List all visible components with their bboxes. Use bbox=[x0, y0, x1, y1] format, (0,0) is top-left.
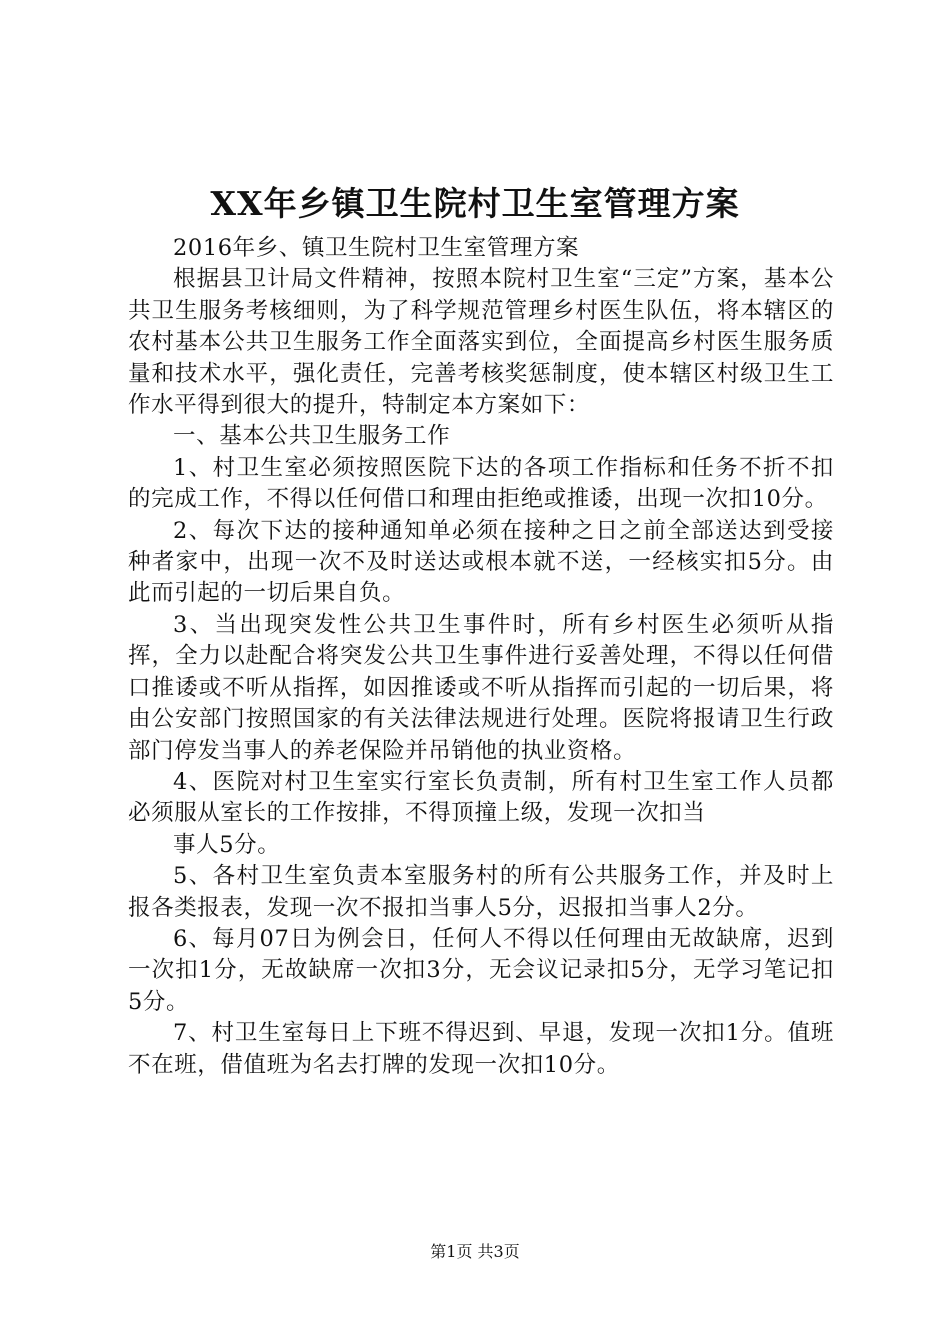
document-body bbox=[128, 233, 834, 1081]
section-heading: 一、基本公共卫生服务工作 bbox=[173, 423, 451, 450]
intro-paragraph: 根据县卫计局文件精神，按照本院村卫生室“三定”方案，基本公共卫生服务考核细则，为了科学规范管理乡村医生队伍，将本辖区的农村基本公共卫生服务工作全面落实到位，全面提高乡村医生服务质量和技术水平，强化责任，完善考核奖惩制度，使本辖区村级卫生工作水平得到很大的提升，特制定本方案如下： bbox=[128, 266, 834, 419]
subtitle-paragraph: 2016年乡、镇卫生院村卫生室管理方案 bbox=[173, 235, 580, 261]
rule-paragraph-6: 6、每月07日为例会日，任何人不得以任何理由无故缺席，迟到一次扣1分，无故缺席一次扣3分，无会议记录扣5分，无学习笔记扣5分。 bbox=[128, 925, 834, 1015]
document-title: XX年乡镇卫生院村卫生室管理方案 bbox=[210, 184, 740, 223]
rule-paragraph-1: 1、村卫生室必须按照医院下达的各项工作指标和任务不折不扣的完成工作，不得以任何借口和理由拒绝或推诿，出现一次扣10分。 bbox=[128, 454, 834, 513]
rule-paragraph-7: 7、村卫生室每日上下班不得迟到、早退，发现一次扣1分。值班不在班，借值班为名去打牌的发现一次扣10分。 bbox=[128, 1020, 834, 1078]
page-footer: 第1页 共3页 bbox=[430, 1242, 520, 1261]
rule-paragraph-2: 2、每次下达的接种通知单必须在接种之日之前全部送达到受接种者家中，出现一次不及时送达或根本就不送，一经核实扣5分。由此而引起的一切后果自负。 bbox=[128, 517, 834, 607]
rule-paragraph-4: 4、医院对村卫生室实行室长负责制，所有村卫生室工作人员都必须服从室长的工作按排，不得顶撞上级，发现一次扣当 bbox=[128, 768, 834, 827]
rule-paragraph-5: 5、各村卫生室负责本室服务村的所有公共服务工作，并及时上报各类报表，发现一次不报扣当事人5分，迟报扣当事人2分。 bbox=[128, 863, 834, 921]
rule-paragraph-3: 3、当出现突发性公共卫生事件时，所有乡村医生必须听从指挥，全力以赴配合将突发公共卫生事件进行妥善处理，不得以任何借口推诿或不听从指挥，如因推诿或不听从指挥而引起的一切后果，将由公安部门按照国家的有关法律法规进行处理。医院将报请卫生行政部门停发当事人的养老保险并吊销他的执业资格。 bbox=[128, 611, 834, 764]
rule-paragraph-4-continuation: 事人5分。 bbox=[173, 831, 281, 858]
